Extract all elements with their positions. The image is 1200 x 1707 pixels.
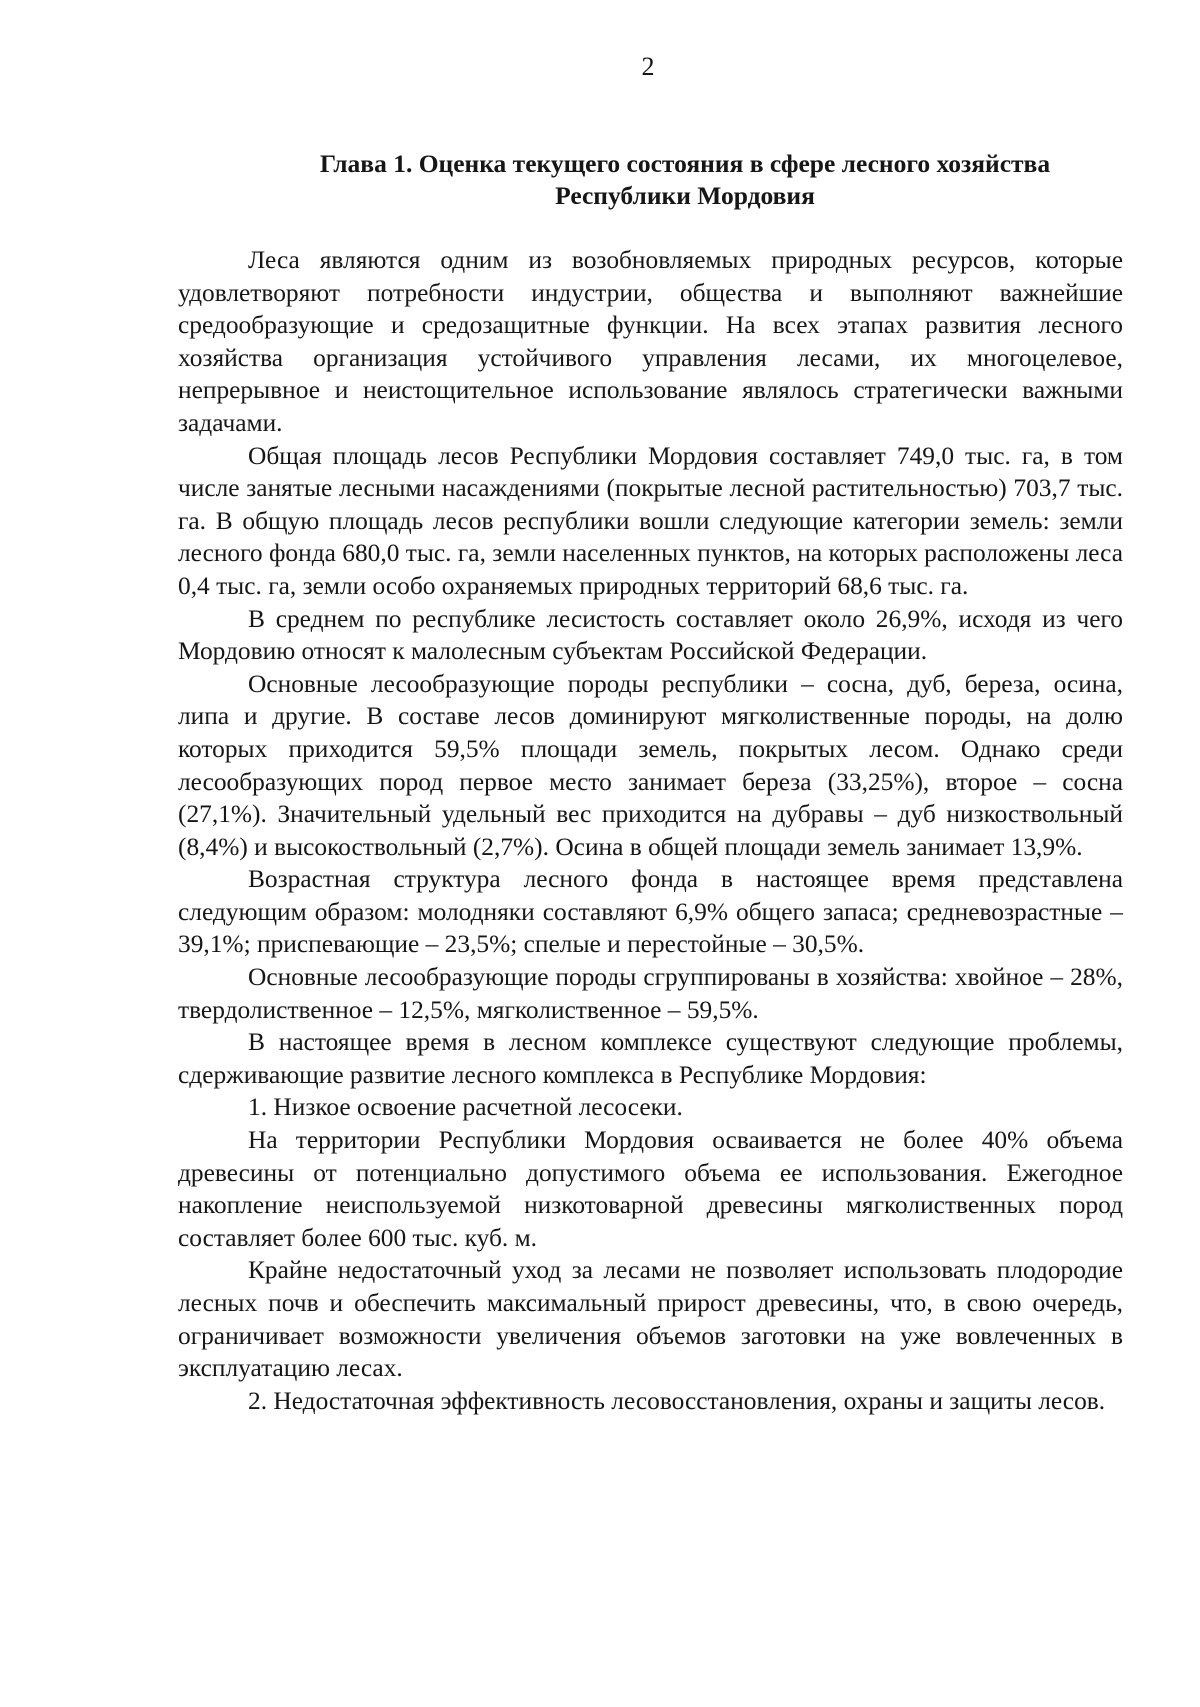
paragraph: На территории Республики Мордовия осваивается не более 40% объема древесины от потенциально допустимого объема ее использования. Ежегодное накопление неиспользуемой низкотоварной древесины мягколиственных пород составляет более 600 тыс. куб. м. [178,1126,1123,1252]
body-text [178,244,1123,1417]
chapter-heading-line-1: Глава 1. Оценка текущего состояния в сфере лесного хозяйства [319,149,1051,178]
paragraph: Общая площадь лесов Республики Мордовия составляет 749,0 тыс. га, в том числе занятые лесными насаждениями (покрытые лесной растительностью) 703,7 тыс. га. В общую площадь лесов республики вошли следующие категории земель: земли лесного фонда 680,0 тыс. га, земли населенных пунктов, на которых расположены леса 0,4 тыс. га, земли особо охраняемых природных территорий 68,6 тыс. га. [178,441,1123,600]
page-number: 2 [641,52,655,81]
paragraph: Леса являются одним из возобновляемых природных ресурсов, которые удовлетворяют потребности индустрии, общества и выполняют важнейшие средообразующие и средозащитные функции. На всех этапах развития лесного хозяйства организация устойчивого управления лесами, их многоцелевое, непрерывное и неистощительное использование являлось стратегически важными задачами. [178,246,1123,437]
paragraph: Основные лесообразующие породы сгруппированы в хозяйства: хвойное – 28%, твердолиственное – 12,5%, мягколиственное – 59,5%. [178,963,1123,1024]
list-item: 2. Недостаточная эффективность лесовосстановления, охраны и защиты лесов. [248,1386,1106,1415]
paragraph: В настоящее время в лесном комплексе существуют следующие проблемы, сдерживающие развитие лесного комплекса в Республике Мордовия: [178,1028,1123,1089]
paragraph: В среднем по республике лесистость составляет около 26,9%, исходя из чего Мордовию относят к малолесным субъектам Российской Федерации. [178,604,1123,666]
paragraph: Основные лесообразующие породы республики – сосна, дуб, береза, осина, липа и другие. В составе лесов доминируют мягколиственные породы, на долю которых приходится 59,5% площади земель, покрытых лесом. Однако среди лесообразующих пород первое место занимает береза (33,25%), второе – сосна (27,1%). Значительный удельный вес приходится на дубравы – дуб низкоствольный (8,4%) и высокоствольный (2,7%). Осина в общей площади земель занимает 13,9%. [178,669,1123,861]
paragraph: Возрастная структура лесного фонда в настоящее время представлена следующим образом: молодняки составляют 6,9% общего запаса; средневозрастные – 39,1%; приспевающие – 23,5%; спелые и перестойные – 30,5%. [178,865,1123,959]
paragraph: Крайне недостаточный уход за лесами не позволяет использовать плодородие лесных почв и обеспечить максимальный прирост древесины, что, в свою очередь, ограничивает возможности увеличения объемов заготовки на уже вовлеченных в эксплуатацию лесах. [178,1256,1123,1383]
list-item: 1. Низкое освоение расчетной лесосеки. [248,1093,683,1122]
chapter-heading-line-2: Республики Мордовия [555,181,815,210]
chapter-heading [270,148,1100,212]
